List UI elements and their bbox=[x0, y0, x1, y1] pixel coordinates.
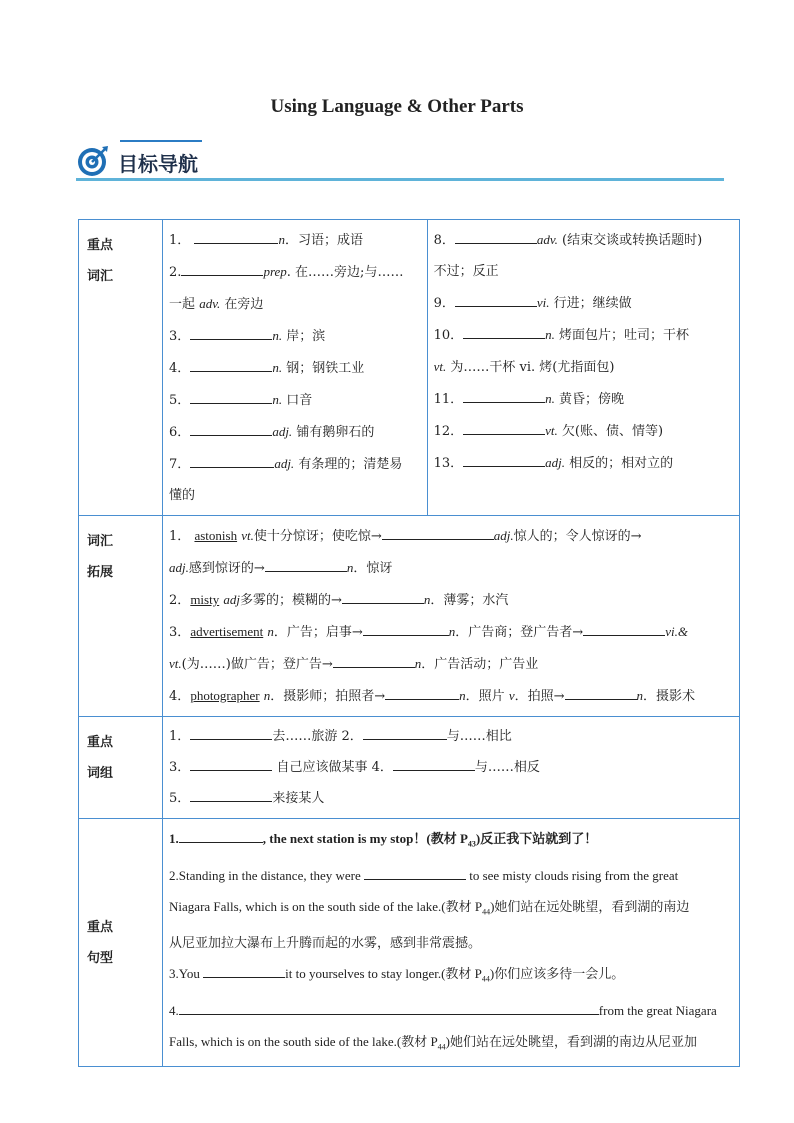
vocab-item: 13． adj. 相反的；相对立的 bbox=[434, 447, 733, 479]
vocab-item: 9． vi. 行进；继续做 bbox=[434, 287, 733, 319]
blank[interactable] bbox=[363, 621, 449, 636]
vocab-item: 10． n. 烤面包片；吐司；干杯 bbox=[434, 319, 733, 351]
section-title: 目标导航 bbox=[118, 152, 198, 176]
vocab-item: 懂的 bbox=[169, 488, 196, 503]
vocab-item: 5． n. 口音 bbox=[169, 384, 427, 416]
sentence-item: 3.You it to yourselves to stay longer.(教材 $P_{44}$)你们应该多待一会儿。 bbox=[169, 958, 733, 995]
header-accent-line bbox=[120, 140, 202, 142]
blank[interactable] bbox=[382, 525, 494, 540]
blank[interactable] bbox=[385, 685, 459, 700]
vocab-item: 2. prep. 在……旁边;与…… bbox=[169, 256, 427, 288]
header-divider bbox=[76, 178, 724, 181]
vocab-item: 6． adj. 铺有鹅卵石的 bbox=[169, 416, 427, 448]
expand-head: 词汇 拓展 bbox=[79, 516, 163, 717]
blank[interactable] bbox=[333, 653, 415, 668]
blank[interactable] bbox=[190, 725, 272, 740]
expand-row bbox=[79, 516, 740, 717]
page-title: Using Language & Other Parts bbox=[270, 96, 524, 117]
vocab-item: vt. 为……干杯 vi. 烤(尤指面包) bbox=[433, 359, 615, 375]
blank[interactable] bbox=[190, 756, 272, 771]
vocab-item: 8． adv. (结束交谈或转换话题时) bbox=[434, 224, 733, 256]
phrase-item: 5． 来接某人 bbox=[169, 783, 733, 814]
blank[interactable] bbox=[190, 389, 272, 404]
blank[interactable] bbox=[463, 452, 545, 467]
blank[interactable] bbox=[364, 865, 466, 880]
expand-item: 4．photographer n．摄影师；拍照者→ n．照片 v．拍照→ n．摄影术 bbox=[169, 680, 733, 712]
blank[interactable] bbox=[265, 557, 347, 572]
expand-item: adj.感到惊讶的→ n．惊讶 bbox=[169, 552, 733, 584]
expand-item: 3．advertisement n．广告；启事→ n．广告商；登广告者→ vi.& bbox=[169, 616, 733, 648]
vocab-item: 不过；反正 bbox=[433, 264, 499, 279]
blank[interactable] bbox=[190, 357, 272, 372]
expand-item: vt.(为……)做广告；登广告→ n．广告活动；广告业 bbox=[169, 648, 733, 680]
blank[interactable] bbox=[190, 421, 272, 436]
blank[interactable] bbox=[194, 229, 278, 244]
blank[interactable] bbox=[393, 756, 475, 771]
blank[interactable] bbox=[203, 963, 285, 978]
vocab-right bbox=[427, 220, 739, 516]
vocab-row bbox=[79, 220, 740, 516]
expand-item: 2．misty adj多雾的；模糊的→ n．薄雾；水汽 bbox=[169, 584, 733, 616]
phrases-row bbox=[79, 717, 740, 819]
expand-item: 1． astonish vt.使十分惊讶；使吃惊→ adj.惊人的；令人惊讶的→ bbox=[169, 520, 733, 552]
expand-cell bbox=[163, 516, 740, 717]
sentence-item: 4. from the great Niagara bbox=[169, 995, 733, 1026]
sentence-item: Niagara Falls, which is on the south side of the lake.(教材 $P_{44}$)她们站在远处眺望，看到湖的南边 bbox=[169, 898, 690, 917]
sentence-item: 2.Standing in the distance, they were to see misty clouds rising from the great bbox=[169, 860, 733, 891]
blank[interactable] bbox=[455, 292, 537, 307]
sentences-cell bbox=[163, 819, 740, 1067]
blank[interactable] bbox=[565, 685, 637, 700]
vocab-item: 1． n．习语；成语 bbox=[169, 224, 427, 256]
sentences-head: 重点 句型 bbox=[79, 819, 163, 1067]
blank[interactable] bbox=[455, 229, 537, 244]
vocab-head: 重点 词汇 bbox=[79, 220, 163, 516]
blank[interactable] bbox=[583, 621, 665, 636]
blank[interactable] bbox=[363, 725, 447, 740]
blank[interactable] bbox=[179, 1000, 599, 1015]
sentences-row bbox=[79, 819, 740, 1067]
vocab-item: 11． n. 黄昏；傍晚 bbox=[434, 383, 733, 415]
target-icon bbox=[76, 144, 110, 178]
vocab-left bbox=[163, 220, 428, 516]
study-table bbox=[78, 219, 740, 1067]
blank[interactable] bbox=[190, 325, 272, 340]
blank[interactable] bbox=[190, 453, 274, 468]
vocab-item: 7． adj. 有条理的；清楚易 bbox=[169, 448, 427, 480]
section-header bbox=[76, 140, 724, 184]
blank[interactable] bbox=[463, 324, 545, 339]
vocab-item: 4． n. 钢；钢铁工业 bbox=[169, 352, 427, 384]
vocab-item: 12． vt. 欠(账、债、情等) bbox=[434, 415, 733, 447]
phrases-cell bbox=[163, 717, 740, 819]
phrases-head: 重点 词组 bbox=[79, 717, 163, 819]
sentence-item: 从尼亚加拉大瀑布上升腾而起的水雾，感到非常震撼。 bbox=[169, 935, 482, 951]
blank[interactable] bbox=[342, 589, 424, 604]
blank[interactable] bbox=[179, 828, 263, 843]
blank[interactable] bbox=[463, 420, 545, 435]
blank[interactable] bbox=[190, 787, 272, 802]
blank[interactable] bbox=[181, 261, 263, 276]
vocab-item: 3． n. 岸；滨 bbox=[169, 320, 427, 352]
phrase-item: 1． 去……旅游 2． 与……相比 bbox=[169, 721, 733, 752]
sentence-item: 1. , the next station is my stop！(教材 $P_{43}$)反正我下站就到了！ bbox=[169, 823, 733, 860]
phrase-item: 3． 自己应该做某事 4． 与……相反 bbox=[169, 752, 733, 783]
sentence-item: Falls, which is on the south side of the lake.(教材 $P_{44}$)她们站在远处眺望，看到湖的南边从尼亚加 bbox=[169, 1033, 698, 1052]
blank[interactable] bbox=[463, 388, 545, 403]
vocab-item: 一起 adv. 在旁边 bbox=[169, 296, 264, 312]
